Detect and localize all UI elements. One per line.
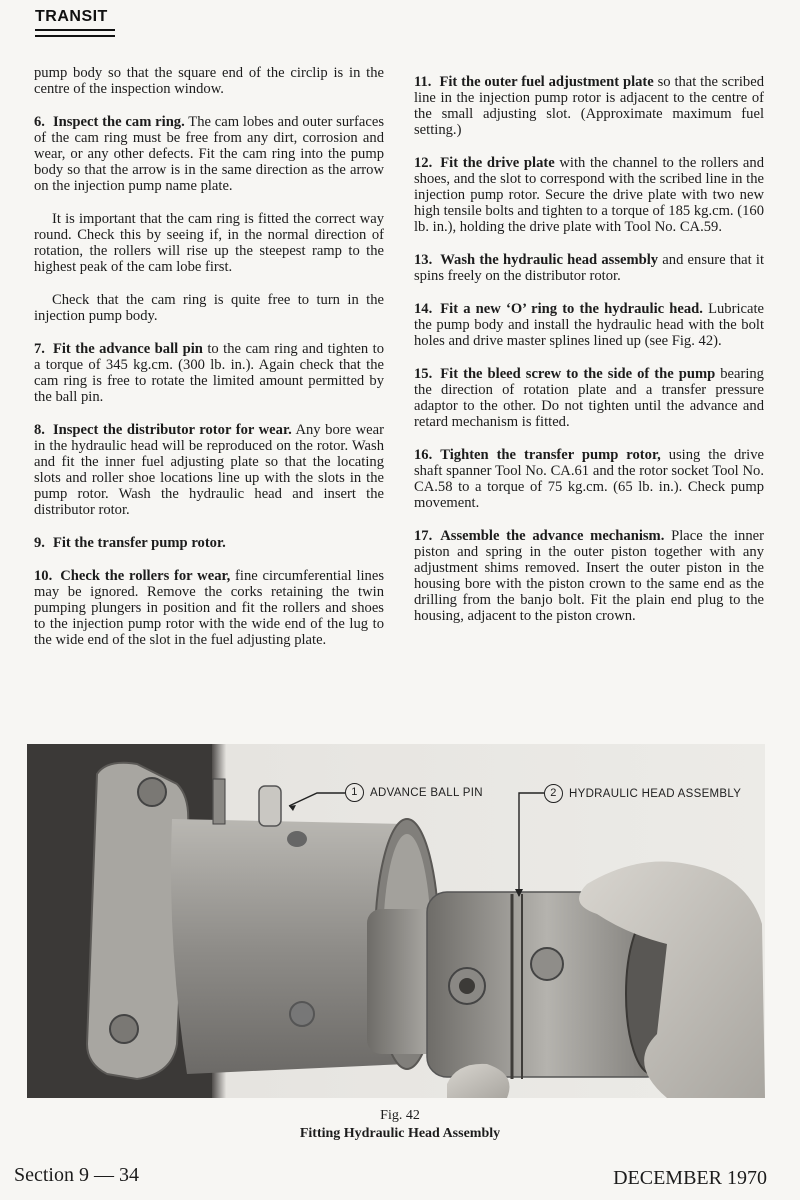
callout-number-1: 1 (345, 783, 364, 802)
step-14: 14. Fit a new ‘O’ ring to the hydraulic head. Lubricate the pump body and install the hydraulic head with the bolt holes and drive master splines lined up (see Fig. 42). (414, 301, 764, 349)
cam-ring-check: Check that the cam ring is quite free to turn in the injection pump body. (34, 292, 384, 324)
step-6: 6. Inspect the cam ring. The cam lobes and outer surfaces of the cam ring must be free from any dirt, corrosion and wear, or any other defects. Fit the cam ring into the pump body so that the arrow is in the same direction as the arrow on the injection pump name plate. (34, 114, 384, 194)
step-9: 9. Fit the transfer pump rotor. (34, 535, 226, 551)
footer-date: DECEMBER 1970 (613, 1167, 767, 1189)
step-13: 13. Wash the hydraulic head assembly and ensure that it spins freely on the distributor rotor. (414, 252, 765, 284)
figure-number: Fig. 42 (380, 1108, 420, 1123)
step-10: 10. Check the rollers for wear, fine circumferential lines may be ignored. Remove the corks retaining the twin pumping plungers in position and fit the rollers and shoes to the injection pump rotor with the wide end of the lug to the wide end of the slot in the fuel adjusting plate. (34, 568, 385, 648)
callout-hydraulic-head-assembly (544, 784, 741, 803)
cam-ring-note: It is important that the cam ring is fitted the correct way round. Check this by seeing if, in the normal direction of rotation, the rollers will rise up the steepest ramp to the highest peak of the cam lobe first. (34, 211, 384, 275)
callout-label-2: HYDRAULIC HEAD ASSEMBLY (569, 787, 742, 800)
step-12: 12. Fit the drive plate with the channel to the rollers and shoes, and the slot to correspond with the scribed line in the injection pump rotor. Secure the drive plate with two new high tensile bolts and tighten to a torque of 185 kg.cm. (160 lb. in.), holding the drive plate with Tool No. CA.59. (414, 155, 764, 235)
step-11: 11. Fit the outer fuel adjustment plate so that the scribed line in the injection pump rotor is adjacent to the centre of the small adjusting slot. (Approximate maximum fuel setting.) (414, 74, 764, 138)
step-17: 17. Assemble the advance mechanism. Place the inner piston and spring in the outer piston together with any adjustment shims removed. Insert the outer piston in the housing bore with the piston crown to the same end as the drilling from the banjo bolt. Fit the plain end plug to the housing, adjacent to the piston crown. (414, 528, 764, 624)
intro-paragraph: pump body so that the square end of the circlip is in the centre of the inspection window. (34, 65, 384, 97)
step-15: 15. Fit the bleed screw to the side of the pump bearing the direction of rotation plate and a transfer pressure adaptor to the other. Do not tighten until the advance and retard mechanism is fitted. (414, 366, 764, 430)
header-rule (35, 35, 115, 37)
left-column (34, 65, 384, 665)
page-header (35, 8, 115, 37)
callout-number-2: 2 (544, 784, 563, 803)
callout-advance-ball-pin (345, 783, 483, 802)
figure-title: Fitting Hydraulic Head Assembly (299, 1126, 501, 1141)
step-16: 16. Tighten the transfer pump rotor, using the drive shaft spanner Tool No. CA.61 and the rotor socket Tool No. CA.58 to a torque of 75 kg.cm. (65 lb. in.). Check pump movement. (414, 447, 764, 511)
footer-section: Section 9 — 34 (14, 1164, 139, 1186)
figure-caption (0, 1107, 800, 1143)
figure-photo (27, 744, 765, 1098)
header-title: TRANSIT (35, 8, 115, 31)
step-8: 8. Inspect the distributor rotor for wear. Any bore wear in the hydraulic head will be reproduced on the rotor. Wash and fit the inner fuel adjusting plate so that the locating slots and roller shoe locations line up with the slots in the pump rotor. Wash the hydraulic head and insert the distributor rotor. (34, 422, 384, 518)
step-7: 7. Fit the advance ball pin to the cam ring and tighten to a torque of 345 kg.cm. (300 lb. in.). Again check that the cam ring is free to rotate the limited amount permitted by the ball pin. (34, 341, 384, 405)
right-column (414, 74, 764, 641)
callout-label-1: ADVANCE BALL PIN (370, 786, 483, 799)
